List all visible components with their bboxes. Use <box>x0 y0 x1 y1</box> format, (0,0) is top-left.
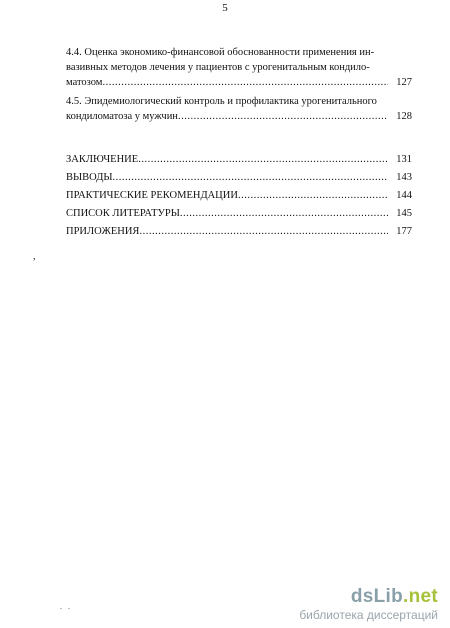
toc-page-number: 143 <box>396 172 412 183</box>
toc-entry-line: кондиломатоза у мужчин <box>66 111 178 122</box>
toc-page-number: 144 <box>396 190 412 201</box>
toc-entry-title: ВЫВОДЫ <box>66 172 113 183</box>
toc-entry-line: матозом <box>66 77 103 88</box>
toc-entry-references[interactable] <box>66 206 412 221</box>
leader-dots <box>180 206 388 221</box>
toc-page-number: 131 <box>396 154 412 165</box>
watermark-brand <box>248 586 438 608</box>
watermark-logo <box>248 586 438 622</box>
toc-entry-appendices[interactable] <box>66 224 412 239</box>
toc-page-number: 145 <box>396 208 412 219</box>
leader-dots <box>139 224 388 239</box>
footer-marks: . . <box>60 602 72 611</box>
toc-page-number: 128 <box>396 111 412 122</box>
toc-entry-conclusion[interactable] <box>66 152 412 167</box>
leader-dots <box>113 170 388 185</box>
toc-entry-title: ПРИЛОЖЕНИЯ <box>66 226 140 237</box>
leader-dots <box>102 75 388 90</box>
toc-entry-line: 4.5. Эпидемиологический контроль и профилактика урогенитального <box>66 96 377 107</box>
toc-entry-4-5[interactable] <box>66 94 412 124</box>
watermark-brand-main: dsLib <box>350 586 404 607</box>
watermark-subtitle: библиотека диссертаций <box>299 608 438 622</box>
leader-dots <box>238 188 388 203</box>
page-number: 5 <box>222 2 228 14</box>
toc-entry-title: ПРАКТИЧЕСКИЕ РЕКОМЕНДАЦИИ <box>66 190 238 201</box>
toc-entry-4-4[interactable] <box>66 45 412 90</box>
toc-entry-recommendations[interactable] <box>66 188 412 203</box>
toc-entry-line: вазивных методов лечения у пациентов с урогенитальным кондило- <box>66 62 370 73</box>
watermark-brand-tld: .net <box>403 586 438 607</box>
leader-dots <box>138 152 388 167</box>
toc-entry-findings[interactable] <box>66 170 412 185</box>
leader-dots <box>178 109 388 124</box>
toc-entry-title: СПИСОК ЛИТЕРАТУРЫ <box>66 208 180 219</box>
toc-main-sections <box>66 152 412 239</box>
toc-page-number: 127 <box>396 77 412 88</box>
toc-entry-title: ЗАКЛЮЧЕНИЕ <box>66 154 139 165</box>
toc-entry-leader-line <box>66 75 412 90</box>
stray-mark: , <box>33 251 36 262</box>
toc-subsections <box>66 45 412 124</box>
toc-entry-leader-line <box>66 109 412 124</box>
toc-page-number: 177 <box>396 226 412 237</box>
toc-entry-line: 4.4. Оценка экономико-финансовой обоснованности применения ин- <box>66 47 375 58</box>
